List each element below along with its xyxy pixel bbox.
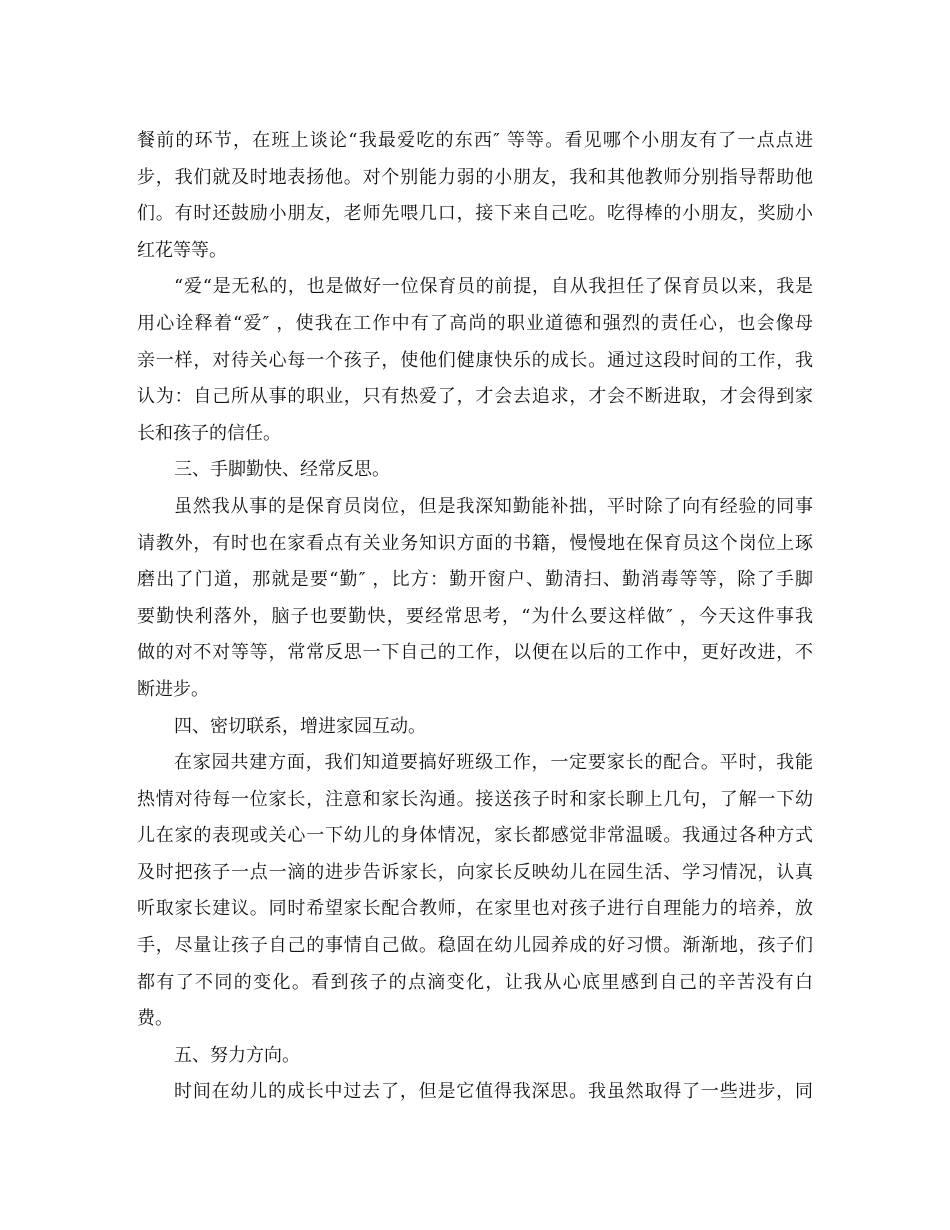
document-body — [137, 123, 813, 1111]
text-line: 虽然我从事的是保育员岗位，但是我深知勤能补拙，平时除了向有经验的同事 — [174, 495, 813, 517]
paragraph — [137, 1074, 813, 1111]
section-heading: 四、密切联系，增进家园互动。 — [174, 715, 426, 737]
text-line: 用心诠释着“爱″ ，使我在工作中有了高尚的职业道德和强烈的责任心，也会像母 — [137, 312, 813, 334]
text-line: 听取家长建议。同时希望家长配合教师，在家里也对孩子进行自理能力的培养，放 — [137, 898, 813, 920]
text-line: 要勤快利落外，脑子也要勤快，要经常思考，“为什么要这样做″ ，今天这件事我 — [137, 605, 813, 627]
text-line: 及时把孩子一点一滴的进步告诉家长，向家长反映幼儿在园生活、学习情况，认真 — [137, 861, 813, 883]
paragraph — [137, 123, 813, 269]
text-line: 长和孩子的信任。 — [137, 422, 281, 444]
text-line: 请教外，有时也在家看点有关业务知识方面的书籍，慢慢地在保育员这个岗位上琢 — [137, 532, 813, 554]
text-line: 磨出了门道，那就是要“勤″ ，比方：勤开窗户、勤清扫、勤消毒等等，除了手脚 — [137, 569, 813, 591]
text-line: 手，尽量让孩子自己的事情自己做。稳固在幼儿园养成的好习惯。渐渐地，孩子们 — [137, 935, 813, 957]
paragraph — [137, 269, 813, 452]
text-line: 步，我们就及时地表扬他。对个别能力弱的小朋友，我和其他教师分别指导帮助他 — [137, 166, 813, 188]
text-line: 亲一样，对待关心每一个孩子，使他们健康快乐的成长。通过这段时间的工作，我 — [137, 349, 813, 371]
text-line: “爱“是无私的，也是做好一位保育员的前提，自从我担任了保育员以来，我是 — [174, 276, 813, 298]
text-line: 热情对待每一位家长，注意和家长沟通。接送孩子时和家长聊上几句，了解一下幼 — [137, 788, 813, 810]
section-heading: 五、努力方向。 — [174, 1044, 300, 1066]
text-line: 餐前的环节，在班上谈论“我最爱吃的东西″ 等等。看见哪个小朋友有了一点点进 — [137, 130, 813, 151]
text-line: 红花等等。 — [137, 239, 227, 261]
text-line: 费。 — [137, 1008, 173, 1030]
text-line: 做的对不对等等，常常反思一下自己的工作，以便在以后的工作中，更好改进，不 — [137, 642, 813, 664]
text-line: 在家园共建方面，我们知道要搞好班级工作，一定要家长的配合。平时，我能 — [174, 752, 813, 774]
text-line: 认为：自己所从事的职业，只有热爱了，才会去追求，才会不断进取，才会得到家 — [137, 386, 813, 408]
text-line: 时间在幼儿的成长中过去了，但是它值得我深思。我虽然取得了一些进步，同 — [174, 1081, 813, 1103]
paragraph — [137, 745, 813, 1038]
paragraph — [137, 489, 813, 709]
section-heading: 三、手脚勤快、经常反思。 — [174, 459, 390, 481]
text-line: 都有了不同的变化。看到孩子的点滴变化，让我从心底里感到自己的辛苦没有白 — [137, 971, 813, 993]
text-line: 儿在家的表现或关心一下幼儿的身体情况，家长都感觉非常温暖。我通过各种方式 — [137, 825, 813, 847]
text-line: 们。有时还鼓励小朋友，老师先喂几口，接下来自己吃。吃得棒的小朋友，奖励小 — [137, 203, 813, 225]
text-line: 断进步。 — [137, 678, 209, 700]
